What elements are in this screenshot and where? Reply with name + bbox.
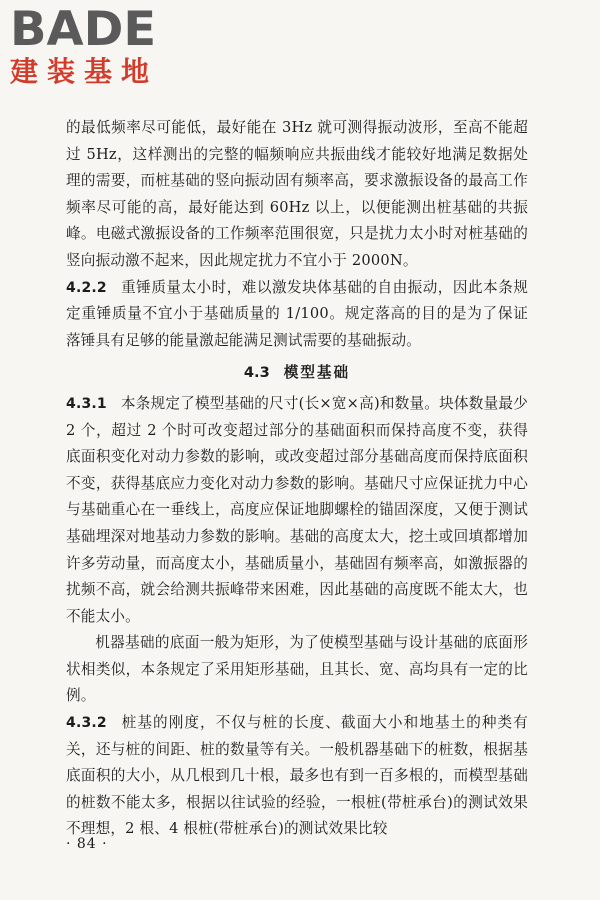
paragraph-continued: 的最低频率尽可能低，最好能在 3Hz 就可测得振动波形，至高不能超过 5Hz，这样测出的完整的幅频响应共振曲线才能较好地满足数据处理的需要，而桩基础的竖向振动固有频率高，要求激振设备的最高工作频率尽可能的高，最好能达到 60Hz 以上，以便能测出桩基础的共振峰。电磁式激振设备的工作频率范围很宽，只是扰力太小时对桩基础的竖向振动激不起来，因此规定扰力不宜小于 2000N。 <box>66 119 528 269</box>
section-heading <box>66 360 528 387</box>
logo-subtitle: 建装基地 <box>10 55 159 88</box>
clause-4-2-2 <box>66 275 528 355</box>
clause-number: 4.2.2 <box>66 279 107 296</box>
clause-4-3-1 <box>66 391 528 630</box>
clause-text: 本条规定了模型基础的尺寸(长×宽×高)和数量。块体数量最少 2 个，超过 2 个时可改变超过部分的基础面积而保持高度不变，获得底面积变化对动力参数的影响，或改变超过部分基础高度而保持底面积不变，获得基底应力变化对动力参数的影响。基础尺寸应保证扰力中心与基础重心在一垂线上，高度应保证地脚螺栓的锚固深度，又便于测试基础埋深对地基动力参数的影响。基础的高度太大，挖土或回填都增加许多劳动量，而高度太小，基础质量小，基础固有频率高，如激振器的扰频不高，就会给测共振峰带来困难，因此基础的高度既不能太大，也不能太小。 <box>66 394 528 625</box>
paragraph-foundation-shape: 机器基础的底面一般为矩形，为了使模型基础与设计基础的底面形状相类似，本条规定了采用矩形基础，且其长、宽、高均具有一定的比例。 <box>66 634 528 705</box>
clause-number: 4.3.1 <box>66 395 107 412</box>
clause-4-3-2 <box>66 710 528 843</box>
clause-number: 4.3.2 <box>66 715 107 732</box>
section-title: 模型基础 <box>283 364 351 382</box>
clause-text: 桩基的刚度，不仅与桩的长度、截面大小和地基土的种类有关，还与桩的间距、桩的数量等有关。一般机器基础下的桩数，根据基底面积的大小，从几根到几十根，最多也有到一百多根的，而模型基础的桩数不能太多，根据以往试验的经验，一根桩(带桩承台)的测试效果不理想，2 根、4 根桩(带桩承台)的测试效果比较 <box>66 714 528 838</box>
page-number: · 84 · <box>66 836 108 852</box>
body-text <box>66 115 528 843</box>
clause-text: 重锤质量太小时，难以激发块体基础的自由振动，因此本条规定重锤质量不宜小于基础质量的 1/100。规定落高的目的是为了保证落锤具有足够的能量激起能满足测试需要的基础振动。 <box>66 278 528 349</box>
logo-wordmark: BADE <box>10 2 157 57</box>
bade-logo <box>10 2 180 90</box>
section-number: 4.3 <box>243 364 270 382</box>
